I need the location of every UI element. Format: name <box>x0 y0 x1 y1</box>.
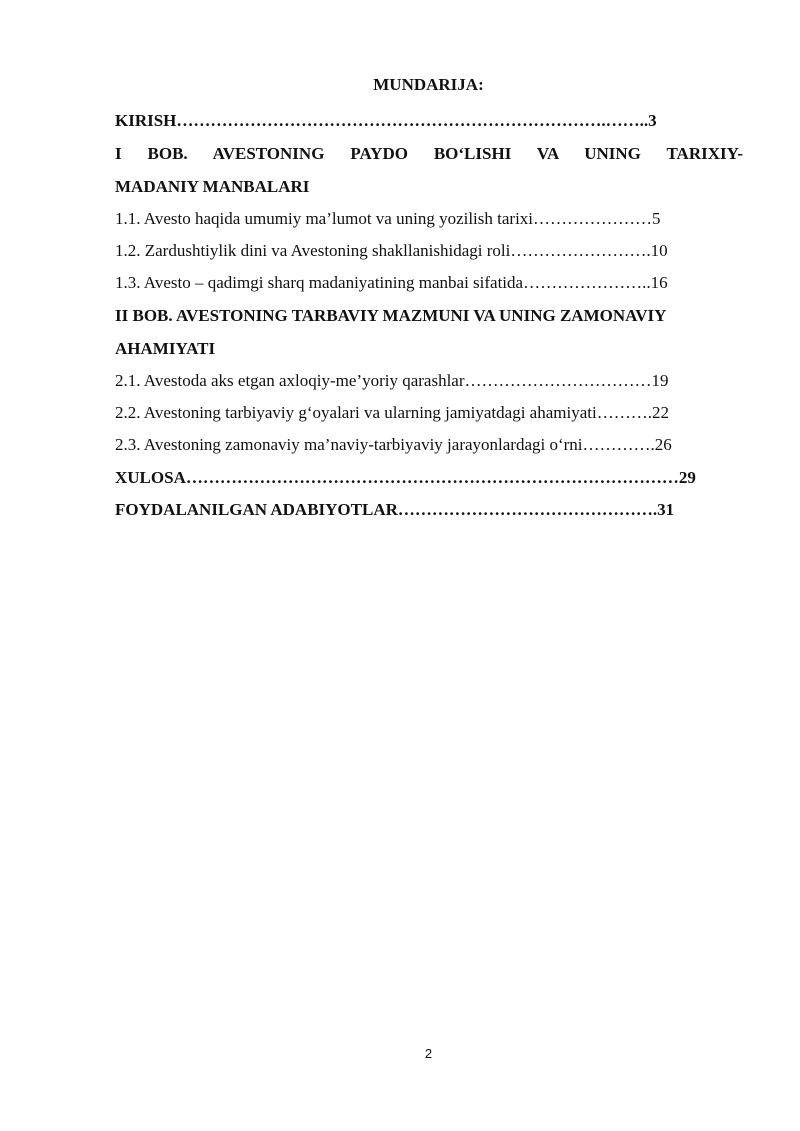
toc-entry-2-1: 2.1. Avestoda aks etgan axloqiy-me’yoriy qarashlar……………………………19 <box>115 371 669 390</box>
page-number: 2 <box>424 1046 433 1061</box>
toc-chapter-1-line1: I BOB. AVESTONING PAYDO BO‘LISHI VA UNING TARIXIY- <box>115 144 743 163</box>
toc-entry-xulosa: XULOSA……………………………………………………………………………29 <box>115 468 696 487</box>
toc-entry-2-2: 2.2. Avestoning tarbiyaviy g‘oyalari va ularning jamiyatdagi ahamiyati……….22 <box>115 403 669 422</box>
toc-entry-1-1: 1.1. Avesto haqida umumiy ma’lumot va uning yozilish tarixi…………………5 <box>115 209 661 228</box>
toc-chapter-2-line1: II BOB. AVESTONING TARBAVIY MAZMUNI VA UNING ZAMONAVIY <box>115 306 667 325</box>
toc-chapter-1-line2: MADANIY MANBALARI <box>115 177 310 196</box>
toc-entry-1-2: 1.2. Zardushtiylik dini va Avestoning shakllanishidagi roli…………………….10 <box>115 241 668 260</box>
toc-entry-1-3: 1.3. Avesto – qadimgi sharq madaniyatining manbai sifatida…………………..16 <box>115 273 668 292</box>
toc-entry-kirish: KIRISH………………………………………………………………….……..3 <box>115 111 657 130</box>
toc-title: MUNDARIJA: <box>373 75 484 94</box>
toc-entry-adabiyotlar: FOYDALANILGAN ADABIYOTLAR……………………………………….31 <box>115 500 675 519</box>
toc-entry-2-3: 2.3. Avestoning zamonaviy ma’naviy-tarbiyaviy jarayonlardagi o‘rni………….26 <box>115 435 672 454</box>
toc-chapter-2-line2: AHAMIYATI <box>115 339 216 358</box>
